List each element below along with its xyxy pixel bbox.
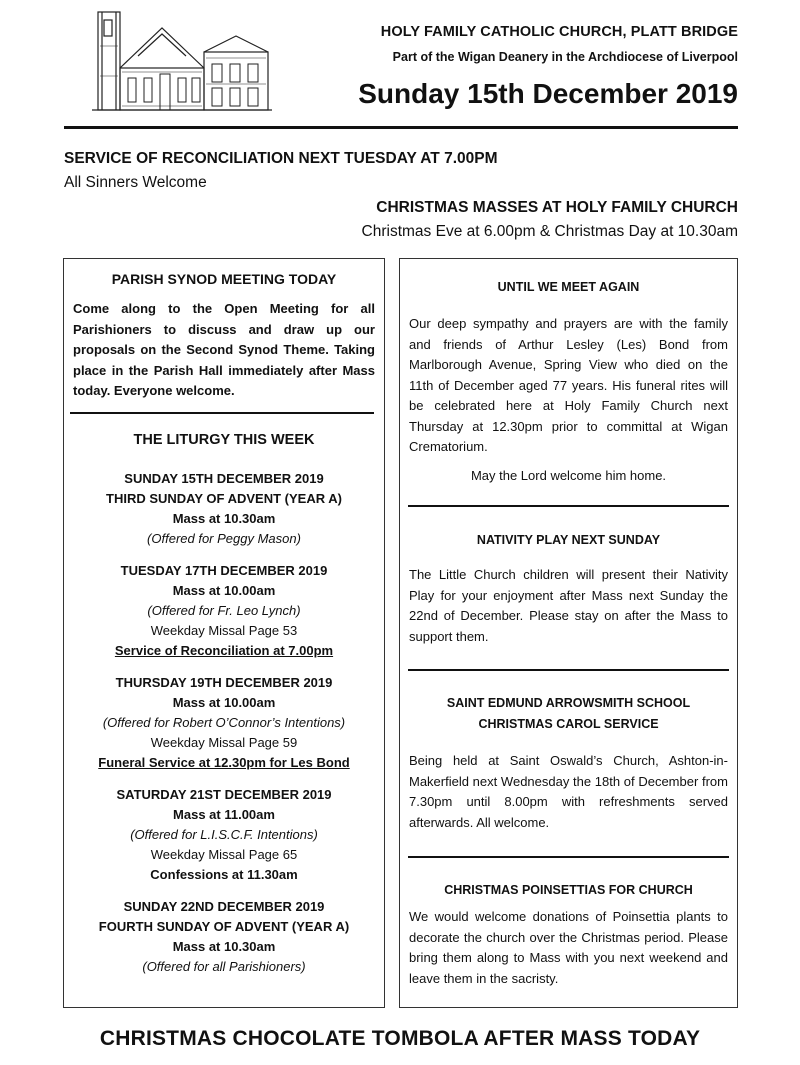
mass-intention: (Offered for Robert O’Connor’s Intentions) (102, 715, 346, 730)
liturgy-day (64, 561, 384, 661)
liturgy-title: THE LITURGY THIS WEEK (133, 432, 315, 448)
section-divider (408, 669, 729, 671)
section-divider (408, 856, 729, 858)
liturgy-day (64, 897, 384, 977)
day-heading: TUESDAY 17TH DECEMBER 2019 (120, 563, 328, 578)
special-service: Service of Reconciliation at 7.00pm (114, 643, 334, 658)
mass-intention: (Offered for L.I.S.C.F. Intentions) (130, 827, 318, 842)
missal-page: Weekday Missal Page 59 (150, 735, 298, 750)
liturgy-day (64, 469, 384, 549)
mass-time: Mass at 11.00am (173, 807, 275, 822)
left-column-box (63, 258, 385, 1008)
nativity-section (409, 530, 728, 647)
liturgy-schedule (64, 469, 384, 989)
carol-title-2: CHRISTMAS CAROL SERVICE (478, 717, 659, 731)
until-section (409, 277, 728, 486)
footer-notice: CHRISTMAS CHOCOLATE TOMBOLA AFTER MASS TODAY (99, 1027, 701, 1050)
mass-intention: (Offered for Peggy Mason) (147, 531, 301, 546)
day-heading: THURSDAY 19TH DECEMBER 2019 (115, 675, 333, 690)
mass-intention: (Offered for Fr. Leo Lynch) (147, 603, 301, 618)
bulletin-date: Sunday 15th December 2019 (358, 78, 738, 109)
christmas-masses-title: CHRISTMAS MASSES AT HOLY FAMILY CHURCH (376, 199, 738, 216)
carol-text: Being held at Saint Oswald’s Church, Ashton-in-Makerfield next Wednesday the 18th of December from 7.30pm until 8.00pm with refreshments served afterwards. All welcome. (409, 753, 728, 830)
mass-time: Mass at 10.30am (172, 939, 276, 954)
right-column-box (399, 258, 738, 1008)
church-drawing (92, 6, 272, 116)
section-divider (70, 412, 374, 414)
poinsettia-section (409, 880, 728, 989)
until-text: Our deep sympathy and prayers are with the family and friends of Arthur Lesley (Les) Bond from Marlborough Avenue, Spring View who died on the 11th of December aged 77 years. His funeral rites will be celebrated here at Holy Family Church next Thursday at 12.30pm prior to committal at Wigan Crematorium. (409, 316, 728, 454)
until-title: UNTIL WE MEET AGAIN (497, 280, 640, 294)
nativity-text: The Little Church children will present their Nativity Play for your enjoyment after Mass next Sunday the 22nd of December. Please stay on after the Mass to support them. (409, 567, 728, 644)
mass-time: Mass at 10.00am (172, 695, 276, 710)
poinsettia-text: We would welcome donations of Poinsettia plants to decorate the church over the Christmas period. Please bring them along to Mass with you next weekend and leave them in the sacristy. (409, 909, 728, 986)
liturgy-day (64, 673, 384, 773)
carol-title-1: SAINT EDMUND ARROWSMITH SCHOOL (446, 696, 691, 710)
synod-title: PARISH SYNOD MEETING TODAY (111, 271, 337, 287)
until-closing: May the Lord welcome him home. (470, 467, 667, 483)
missal-page: Weekday Missal Page 65 (150, 847, 298, 862)
mass-intention: (Offered for all Parishioners) (142, 959, 306, 974)
special-service: Funeral Service at 12.30pm for Les Bond (98, 755, 350, 770)
nativity-title: NATIVITY PLAY NEXT SUNDAY (476, 533, 661, 547)
christmas-masses-text: Christmas Eve at 6.00pm & Christmas Day at 10.30am (361, 223, 738, 240)
day-subheading: FOURTH SUNDAY OF ADVENT (YEAR A) (98, 919, 350, 934)
day-heading: SATURDAY 21ST DECEMBER 2019 (116, 787, 332, 802)
deanery-line: Part of the Wigan Deanery in the Archdiocese of Liverpool (392, 50, 738, 64)
liturgy-day (64, 785, 384, 885)
synod-text: Come along to the Open Meeting for all Parishioners to discuss and draw up our proposals on the Second Synod Theme. Taking place in the Parish Hall immediately after Mass today. Everyone welcome. (73, 301, 375, 398)
church-name: HOLY FAMILY CATHOLIC CHURCH, PLATT BRIDGE (380, 24, 738, 40)
day-subheading: THIRD SUNDAY OF ADVENT (YEAR A) (106, 491, 342, 506)
reconciliation-title: SERVICE OF RECONCILIATION NEXT TUESDAY AT 7.00PM (64, 150, 498, 167)
header-divider (64, 126, 738, 129)
special-service: Confessions at 11.30am (150, 867, 298, 882)
day-heading: SUNDAY 22ND DECEMBER 2019 (123, 899, 325, 914)
section-divider (408, 505, 729, 507)
day-heading: SUNDAY 15TH DECEMBER 2019 (124, 471, 324, 486)
mass-time: Mass at 10.30am (172, 511, 276, 526)
carol-section (409, 693, 728, 833)
poinsettia-title: CHRISTMAS POINSETTIAS FOR CHURCH (444, 883, 693, 897)
missal-page: Weekday Missal Page 53 (150, 623, 298, 638)
mass-time: Mass at 10.00am (172, 583, 276, 598)
reconciliation-text: All Sinners Welcome (64, 174, 207, 191)
